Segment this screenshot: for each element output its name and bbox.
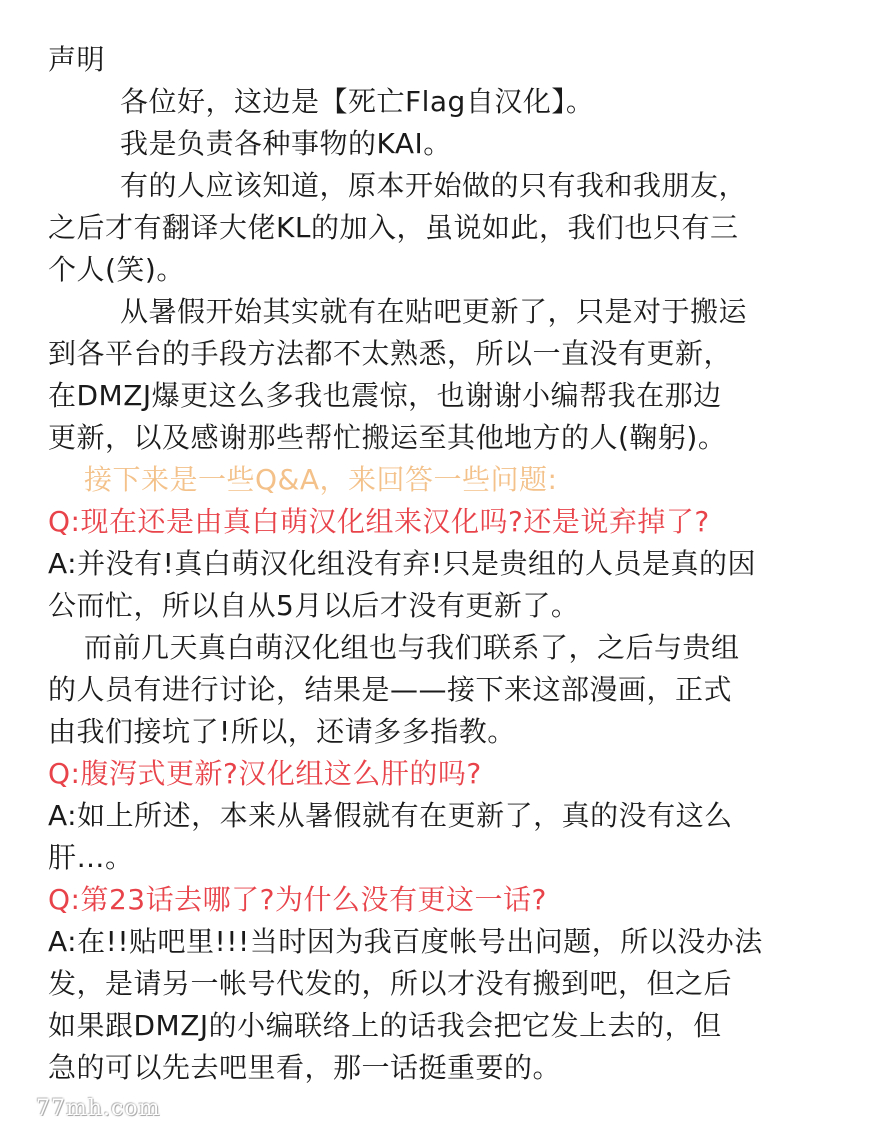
answer-3-line: 急的可以先去吧里看，那一话挺重要的。	[48, 1051, 562, 1084]
answer-1-line: 而前几天真白萌汉化组也与我们联系了，之后与贵组	[84, 631, 740, 664]
qa-heading: 接下来是一些Q&A，来回答一些问题:	[84, 463, 558, 496]
question-3: Q:第23话去哪了?为什么没有更这一话?	[48, 883, 547, 916]
intro-line: 从暑假开始其实就有在贴吧更新了，只是对于搬运	[120, 295, 748, 328]
answer-3-line: A:在!!贴吧里!!!当时因为我百度帐号出问题，所以没办法	[48, 925, 763, 958]
question-1: Q:现在还是由真白萌汉化组来汉化吗?还是说弃掉了?	[48, 505, 710, 538]
intro-line: 个人(笑)。	[48, 253, 185, 286]
intro-line: 到各平台的手段方法都不太熟悉，所以一直没有更新，	[48, 337, 733, 370]
answer-3-line: 如果跟DMZJ的小编联络上的话我会把它发上去的，但	[48, 1009, 722, 1042]
intro-line: 之后才有翻译大佬KL的加入，虽说如此，我们也只有三	[48, 211, 739, 244]
question-2: Q:腹泻式更新?汉化组这么肝的吗?	[48, 757, 482, 790]
intro-line: 在DMZJ爆更这么多我也震惊，也谢谢小编帮我在那边	[48, 379, 722, 412]
page-title: 声明	[48, 43, 106, 76]
answer-1-line: 公而忙，所以自从5月以后才没有更新了。	[48, 589, 580, 622]
answer-2-line: 肝…。	[48, 841, 134, 874]
intro-line: 我是负责各种事物的KAI。	[120, 127, 452, 160]
watermark: 77mh.com	[36, 1096, 161, 1121]
answer-1-line: A:并没有!真白萌汉化组没有弃!只是贵组的人员是真的因	[48, 547, 757, 580]
answer-2-line: A:如上所述，本来从暑假就有在更新了，真的没有这么	[48, 799, 733, 832]
intro-line: 有的人应该知道，原本开始做的只有我和我朋友，	[120, 169, 748, 202]
answer-1-line: 由我们接坑了!所以，还请多多指教。	[48, 715, 516, 748]
intro-line: 更新，以及感谢那些帮忙搬运至其他地方的人(鞠躬)。	[48, 421, 727, 454]
answer-1-line: 的人员有进行讨论，结果是——接下来这部漫画，正式	[48, 673, 733, 706]
answer-3-line: 发，是请另一帐号代发的，所以才没有搬到吧，但之后	[48, 967, 733, 1000]
intro-line: 各位好，这边是【死亡Flag自汉化】。	[120, 85, 595, 118]
